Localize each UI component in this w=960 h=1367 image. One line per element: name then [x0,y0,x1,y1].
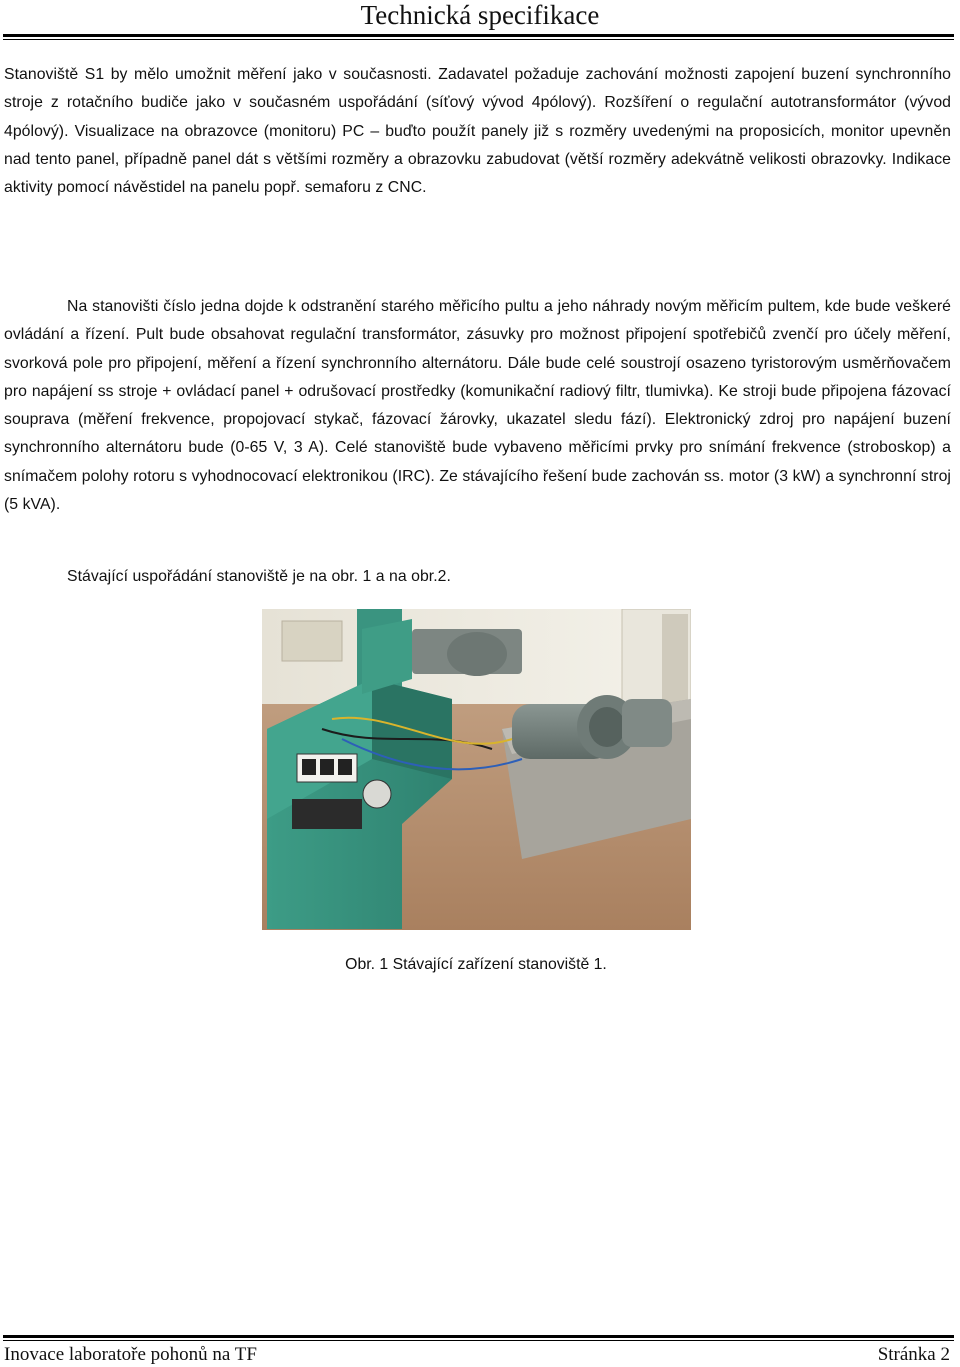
paragraph-figure-reference: Stávající uspořádání stanoviště je na obr. 1 a na obr.2. [67,568,451,585]
paragraph-station-requirements: Stanoviště S1 by mělo umožnit měření jako v současnosti. Zadavatel požaduje zachování možnosti zapojení buzení synchronního stroje z rotačního budiče jako v současném uspořádání (síťový vývod 4pólový). Rozšíření o regulační autotransformátor (vývod 4pólový). Visualizace na obrazovce (monitoru) PC – buďto použít panely již s rozměry uvedenými na proposicích, monitor upevněn nad tento panel, případně panel dát s většími rozměry a obrazovku zabudovat (větší rozměry adekvátně velikosti obrazovky. Indikace aktivity pomocí návěstidel na panelu popř. semaforu z CNC. [4,66,951,197]
photo-meter-2 [320,759,334,775]
footer-rule-thin [3,1340,954,1341]
photo-meter-1 [302,759,316,775]
photo-dial [363,780,391,808]
footer-page-number: Stránka 2 [877,1344,950,1365]
footer-rule [3,1335,954,1338]
figure-photo-station-equipment [262,609,691,930]
photo-exciter [622,699,672,747]
footer-project-title: Inovace laboratoře pohonů na TF [4,1344,257,1365]
photo-bg-motor [447,632,507,676]
page-title: Technická specifikace [360,0,600,30]
photo-rheostat [292,799,362,829]
photo-board [282,621,342,661]
paragraph-new-measuring-desk: Na stanovišti číslo jedna dojde k odstranění starého měřicího pultu a jeho náhrady novým měřicím pultem, kde bude veškeré ovládání a řízení. Pult bude obsahovat regulační transformátor, zásuvky pro možnost připojení spotřebičů zvenčí pro účely měření, svorková pole pro připojení, měření a řízení synchronního alternátoru. Dále bude celé soustrojí osazeno tyristorovým usměrňovačem pro napájení ss stroje + ovládací panel + odrušovací prostředky (komunikační radiový filtr, tlumivka). Ke stroji bude připojena fázovací souprava (měření frekvence, propojovací stykač, fázovací žárovky, ukazatel sledu fází). Elektronický zdroj pro napájení buzení synchronního alternátoru bude (0-65 V, 3 A). Celé stanoviště bude vybaveno měřicími prvky pro snímání frekvence (stroboskop) a snímačem polohy rotoru s vyhodnocovací elektronikou (IRC). Ze stávajícího řešení bude zachován ss. motor (3 kW) a synchronní stroj (5 kVA). [4,298,951,514]
header-rule-thin [3,39,954,40]
figure-caption: Obr. 1 Stávající zařízení stanoviště 1. [345,956,607,973]
header-rule [3,34,954,37]
photo-meter-3 [338,759,352,775]
photo-sync-machine-end [589,707,625,747]
photo-cabinet-right [662,614,688,709]
